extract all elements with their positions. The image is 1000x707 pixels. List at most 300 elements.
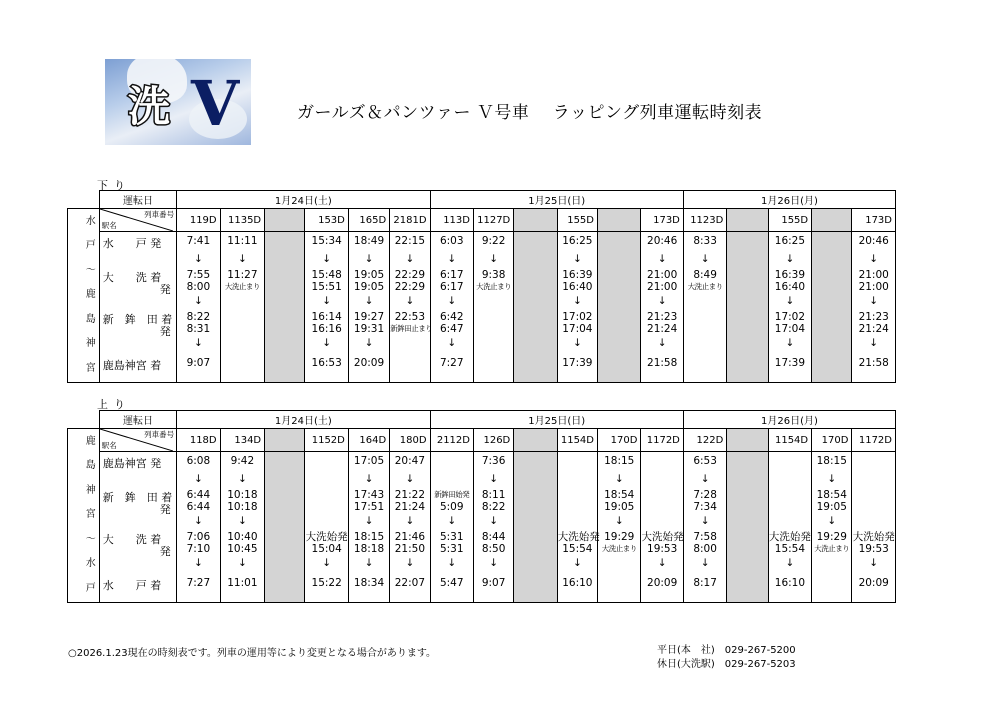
time-cell: 17:04	[774, 323, 806, 335]
time-cell: 18:15	[816, 455, 847, 467]
pass-arrow: ↓	[657, 557, 667, 569]
time-cell: 6:44	[186, 501, 211, 513]
route-char: 宮	[85, 362, 96, 374]
pass-arrow: ↓	[322, 253, 332, 265]
pass-arrow: ↓	[572, 557, 582, 569]
time-cell: 18:15	[353, 531, 385, 543]
time-cell: 16:40	[774, 281, 806, 293]
pass-arrow: ↓	[193, 253, 203, 265]
pass-arrow: ↓	[364, 515, 374, 527]
pass-arrow: ↓	[193, 295, 203, 307]
train-number: 165D	[348, 209, 389, 232]
time-cell: 10:18	[227, 489, 258, 501]
train-time-column	[220, 232, 265, 383]
train-time-column	[768, 452, 811, 603]
train-time-column	[177, 232, 220, 383]
time-cell: 8:50	[481, 543, 506, 555]
time-cell: 9:07	[186, 357, 211, 369]
pass-arrow: ↓	[657, 337, 667, 349]
time-cell: 15:54	[562, 543, 593, 555]
route-char: 〜	[85, 533, 96, 545]
time-cell: 15:48	[311, 269, 342, 281]
time-cell: 18:54	[816, 489, 847, 501]
time-cell: 20:47	[394, 455, 425, 467]
train-number: 1152D	[305, 429, 348, 452]
train-number	[265, 209, 305, 232]
pass-arrow: ↓	[700, 515, 710, 527]
time-cell: 19:53	[647, 543, 678, 555]
station-column	[99, 452, 176, 603]
time-cell: 17:02	[562, 311, 593, 323]
time-cell: 17:39	[562, 357, 593, 369]
train-time-column	[852, 232, 896, 383]
time-cell: 7:34	[693, 501, 717, 513]
date-header: 1月25日(日)	[430, 411, 683, 429]
train-time-column	[598, 232, 641, 383]
train-number: 1172D	[641, 429, 683, 452]
pass-arrow: ↓	[489, 515, 499, 527]
pass-arrow: ↓	[364, 337, 374, 349]
train-time-column	[514, 452, 557, 603]
route-char: 戸	[85, 582, 96, 594]
time-cell: 19:29	[816, 531, 847, 543]
train-number: 173D	[852, 209, 896, 232]
time-cell: 9:38	[481, 269, 506, 281]
time-cell: 11:11	[227, 235, 258, 247]
pass-arrow: ↓	[237, 253, 247, 265]
time-cell: 19:05	[353, 281, 385, 293]
time-cell: 22:07	[394, 577, 425, 589]
time-cell: 15:04	[311, 543, 342, 555]
station-name-label: 駅名	[101, 441, 117, 450]
time-cell: 21:23	[647, 311, 678, 323]
time-cell: 19:05	[353, 269, 385, 281]
time-cell: 5:09	[439, 501, 464, 513]
train-number: 126D	[473, 429, 513, 452]
train-time-column	[598, 452, 641, 603]
time-cell: 18:18	[353, 543, 385, 555]
corner-cell	[68, 411, 100, 429]
train-number: 134D	[220, 429, 265, 452]
pass-arrow: ↓	[322, 557, 332, 569]
pass-arrow: ↓	[785, 253, 795, 265]
pass-arrow: ↓	[322, 337, 332, 349]
time-cell: 19:31	[353, 323, 385, 335]
pass-arrow: ↓	[447, 337, 457, 349]
pass-arrow: ↓	[657, 295, 667, 307]
time-cell: 7:10	[186, 543, 211, 555]
station-name: 鹿島神宮 着	[102, 359, 162, 372]
pass-arrow: ↓	[447, 253, 457, 265]
time-cell: 大洗止まり	[814, 544, 850, 553]
route-char: 水	[85, 558, 96, 570]
train-time-column	[473, 232, 513, 383]
pass-arrow: ↓	[785, 337, 795, 349]
pass-arrow: ↓	[193, 473, 203, 485]
pass-arrow: ↓	[405, 253, 415, 265]
date-header: 1月24日(土)	[177, 411, 430, 429]
train-time-column	[265, 452, 305, 603]
pass-arrow: ↓	[447, 515, 457, 527]
station-name: 水 戸 発	[102, 237, 162, 250]
train-number: 155D	[557, 209, 597, 232]
train-time-column	[768, 232, 811, 383]
train-time-column	[557, 232, 597, 383]
train-number: 173D	[641, 209, 683, 232]
train-number-label: 列車番号	[144, 430, 175, 439]
logo-letter: V	[190, 67, 240, 140]
pass-arrow: ↓	[193, 557, 203, 569]
station-name: 新 鉾 田 着	[102, 313, 173, 326]
time-cell: 7:55	[186, 269, 211, 281]
train-time-column	[430, 452, 473, 603]
time-cell: 大洗止まり	[601, 544, 637, 553]
time-cell: 7:27	[439, 357, 464, 369]
time-cell: 6:53	[693, 455, 717, 467]
down-timetable	[67, 190, 896, 383]
time-cell: 21:00	[858, 269, 889, 281]
pass-arrow: ↓	[237, 473, 247, 485]
station-name-label: 駅名	[101, 221, 117, 230]
time-cell: 9:22	[481, 235, 506, 247]
time-cell: 8:44	[481, 531, 506, 543]
train-number: 118D	[177, 429, 220, 452]
train-number: 164D	[348, 429, 389, 452]
time-cell: 17:51	[353, 501, 385, 513]
time-cell: 10:18	[227, 501, 258, 513]
up-section-label: 上り	[97, 398, 131, 411]
time-cell: 6:17	[439, 269, 464, 281]
route-char: 鹿	[85, 435, 96, 447]
train-time-column	[812, 452, 852, 603]
train-number	[727, 209, 768, 232]
time-cell: 8:31	[186, 323, 211, 335]
pass-arrow: ↓	[700, 557, 710, 569]
time-cell: 7:41	[186, 235, 211, 247]
route-char: 鹿	[85, 289, 96, 301]
time-cell: 8:00	[186, 281, 211, 293]
train-time-column	[305, 232, 348, 383]
pass-arrow: ↓	[785, 295, 795, 307]
time-cell: 16:14	[311, 311, 342, 323]
pass-arrow: ↓	[405, 515, 415, 527]
time-cell: 18:34	[353, 577, 385, 589]
time-cell: 22:29	[394, 269, 425, 281]
pass-arrow: ↓	[869, 337, 879, 349]
train-number	[514, 429, 557, 452]
train-number: 119D	[177, 209, 220, 232]
logo	[105, 59, 251, 145]
train-number: 170D	[812, 429, 852, 452]
time-cell: 20:46	[858, 235, 889, 247]
route-char: 〜	[85, 264, 96, 276]
header-diagonal-cell	[99, 209, 176, 232]
time-cell: 18:54	[604, 489, 635, 501]
pass-arrow: ↓	[614, 515, 624, 527]
pass-arrow: ↓	[489, 557, 499, 569]
time-cell: 22:53	[394, 311, 425, 323]
station-name: 大 洗 着	[102, 271, 162, 284]
time-cell: 16:39	[774, 269, 806, 281]
pass-arrow: ↓	[489, 253, 499, 265]
train-number: 155D	[768, 209, 811, 232]
train-number: 1172D	[852, 429, 896, 452]
pass-arrow: ↓	[447, 295, 457, 307]
station-name: 水 戸 着	[102, 579, 162, 592]
time-cell: 8:49	[693, 269, 717, 281]
time-cell: 18:15	[604, 455, 635, 467]
pass-arrow: ↓	[364, 557, 374, 569]
time-cell: 5:31	[439, 531, 464, 543]
pass-arrow: ↓	[237, 515, 247, 527]
train-time-column	[348, 232, 389, 383]
train-number	[598, 209, 641, 232]
train-time-column	[390, 232, 433, 383]
station-name: 大 洗 着	[102, 533, 162, 546]
route-label	[68, 209, 100, 383]
time-cell: 17:04	[562, 323, 593, 335]
train-time-column	[220, 452, 265, 603]
time-cell: 15:54	[774, 543, 806, 555]
time-cell: 大洗始発	[852, 531, 895, 543]
train-number: 122D	[683, 429, 726, 452]
time-cell: 21:24	[647, 323, 678, 335]
station-name: 発	[159, 325, 171, 338]
train-number: 153D	[305, 209, 348, 232]
time-cell: 21:00	[647, 269, 678, 281]
pass-arrow: ↓	[827, 473, 837, 485]
route-char: 神	[85, 338, 96, 350]
time-cell: 21:23	[858, 311, 889, 323]
time-cell: 21:00	[647, 281, 678, 293]
pass-arrow: ↓	[193, 515, 203, 527]
time-cell: 7:06	[186, 531, 211, 543]
station-name: 発	[159, 283, 171, 296]
train-number: 1123D	[683, 209, 726, 232]
time-cell: 6:47	[439, 323, 464, 335]
time-cell: 11:01	[227, 577, 258, 589]
time-cell: 21:50	[394, 543, 425, 555]
time-cell: 新鉾田止まり	[390, 324, 433, 333]
time-cell: 11:27	[227, 269, 258, 281]
date-header: 1月24日(土)	[177, 191, 430, 209]
route-char: 島	[85, 313, 96, 325]
train-time-column	[514, 232, 557, 383]
time-cell: 大洗止まり	[687, 282, 723, 291]
time-cell: 16:10	[774, 577, 806, 589]
pass-arrow: ↓	[489, 473, 499, 485]
operation-day-label: 運転日	[99, 411, 176, 429]
time-cell: 21:58	[858, 357, 889, 369]
footnote: ○2026.1.23現在の時刻表です。列車の運用等により変更となる場合があります。	[68, 648, 437, 659]
time-cell: 22:15	[394, 235, 425, 247]
pass-arrow: ↓	[364, 253, 374, 265]
time-cell: 8:33	[693, 235, 717, 247]
time-cell: 17:02	[774, 311, 806, 323]
train-time-column	[641, 232, 683, 383]
down-section-label: 下り	[97, 179, 131, 192]
station-column	[99, 232, 176, 383]
time-cell: 6:42	[439, 311, 464, 323]
corner-cell	[68, 191, 100, 209]
time-cell: 19:05	[816, 501, 847, 513]
train-number: 180D	[390, 429, 430, 452]
train-number	[265, 429, 305, 452]
pass-arrow: ↓	[614, 473, 624, 485]
time-cell: 15:22	[311, 577, 342, 589]
pass-arrow: ↓	[237, 557, 247, 569]
pass-arrow: ↓	[364, 473, 374, 485]
train-number-label: 列車番号	[144, 210, 175, 219]
route-char: 島	[85, 460, 96, 472]
train-number: 113D	[430, 209, 473, 232]
time-cell: 6:44	[186, 489, 211, 501]
train-number: 2112D	[430, 429, 473, 452]
time-cell: 6:03	[439, 235, 464, 247]
route-char: 神	[85, 484, 96, 496]
pass-arrow: ↓	[657, 253, 667, 265]
time-cell: 21:22	[394, 489, 425, 501]
time-cell: 9:42	[230, 455, 255, 467]
train-number: 2181D	[390, 209, 430, 232]
pass-arrow: ↓	[869, 557, 879, 569]
up-timetable	[67, 410, 896, 603]
time-cell: 16:53	[311, 357, 342, 369]
pass-arrow: ↓	[572, 295, 582, 307]
contact-info	[657, 644, 796, 672]
station-name: 発	[159, 503, 171, 516]
train-number: 170D	[598, 429, 641, 452]
pass-arrow: ↓	[869, 295, 879, 307]
train-time-column	[177, 452, 220, 603]
time-cell: 16:10	[562, 577, 593, 589]
logo-kanji: 洗	[127, 82, 170, 131]
time-cell: 16:25	[562, 235, 593, 247]
time-cell: 7:27	[186, 577, 211, 589]
train-time-column	[265, 232, 305, 383]
time-cell: 5:31	[439, 543, 464, 555]
train-number: 1127D	[473, 209, 513, 232]
time-cell: 19:29	[604, 531, 635, 543]
time-cell: 20:09	[858, 577, 889, 589]
train-number: 1154D	[557, 429, 597, 452]
train-number: 1135D	[220, 209, 265, 232]
route-char: 戸	[85, 240, 96, 252]
train-time-column	[390, 452, 430, 603]
time-cell: 大洗始発	[641, 531, 684, 543]
time-cell: 22:29	[394, 281, 425, 293]
time-cell: 16:39	[562, 269, 593, 281]
train-time-column	[557, 452, 600, 603]
pass-arrow: ↓	[405, 557, 415, 569]
time-cell: 18:49	[353, 235, 385, 247]
date-header: 1月25日(日)	[430, 191, 683, 209]
time-cell: 7:58	[693, 531, 717, 543]
train-time-column	[305, 452, 348, 603]
pass-arrow: ↓	[827, 515, 837, 527]
pass-arrow: ↓	[322, 295, 332, 307]
time-cell: 19:05	[604, 501, 635, 513]
time-cell: 9:07	[481, 577, 506, 589]
header-diagonal-cell	[99, 429, 176, 452]
route-label	[68, 429, 100, 603]
time-cell: 21:00	[858, 281, 889, 293]
time-cell: 21:24	[394, 501, 425, 513]
page-title: ガールズ＆パンツァー Ｖ号車 ラッピング列車運転時刻表	[297, 103, 763, 123]
station-name: 発	[159, 545, 171, 558]
time-cell: 10:45	[227, 543, 258, 555]
date-header: 1月26日(月)	[683, 411, 895, 429]
pass-arrow: ↓	[364, 295, 374, 307]
time-cell: 19:27	[353, 311, 385, 323]
station-name: 鹿島神宮 発	[102, 457, 162, 470]
time-cell: 5:47	[439, 577, 464, 589]
time-cell: 10:40	[227, 531, 258, 543]
train-number: 1154D	[768, 429, 811, 452]
pass-arrow: ↓	[572, 253, 582, 265]
train-number	[812, 209, 852, 232]
time-cell: 8:17	[693, 577, 717, 589]
time-cell: 21:46	[394, 531, 425, 543]
time-cell: 17:39	[774, 357, 806, 369]
time-cell: 17:43	[353, 489, 385, 501]
time-cell: 16:16	[311, 323, 342, 335]
train-time-column	[852, 452, 896, 603]
time-cell: 6:17	[439, 281, 464, 293]
route-char: 宮	[85, 509, 96, 521]
time-cell: 6:08	[186, 455, 211, 467]
time-cell: 17:05	[353, 455, 385, 467]
pass-arrow: ↓	[405, 295, 415, 307]
train-time-column	[683, 452, 726, 603]
time-cell: 大洗止まり	[224, 282, 260, 291]
time-cell: 7:28	[693, 489, 717, 501]
train-number	[727, 429, 768, 452]
pass-arrow: ↓	[700, 253, 710, 265]
train-time-column	[812, 232, 852, 383]
train-time-column	[430, 232, 473, 383]
time-cell: 大洗始発	[557, 531, 600, 543]
time-cell: 8:11	[481, 489, 506, 501]
time-cell: 8:22	[186, 311, 211, 323]
time-cell: 8:00	[693, 543, 717, 555]
pass-arrow: ↓	[869, 253, 879, 265]
train-time-column	[348, 452, 389, 603]
time-cell: 8:22	[481, 501, 506, 513]
time-cell: 19:53	[858, 543, 889, 555]
contact-holiday: 休日(大洗駅) 029-267-5203	[657, 659, 796, 670]
time-cell: 新鉾田始発	[434, 490, 470, 499]
time-cell: 7:36	[481, 455, 506, 467]
train-number	[514, 209, 557, 232]
time-cell: 大洗止まり	[476, 282, 512, 291]
operation-day-label: 運転日	[99, 191, 176, 209]
station-name: 新 鉾 田 着	[102, 491, 173, 504]
time-cell: 20:09	[353, 357, 385, 369]
contact-weekday: 平日(本 社) 029-267-5200	[657, 645, 796, 656]
time-cell: 15:34	[311, 235, 342, 247]
pass-arrow: ↓	[700, 473, 710, 485]
train-time-column	[683, 232, 726, 383]
train-time-column	[727, 452, 768, 603]
pass-arrow: ↓	[785, 557, 795, 569]
train-time-column	[641, 452, 683, 603]
time-cell: 21:24	[858, 323, 889, 335]
pass-arrow: ↓	[572, 337, 582, 349]
time-cell: 20:46	[647, 235, 678, 247]
route-char: 水	[85, 215, 96, 227]
pass-arrow: ↓	[193, 337, 203, 349]
